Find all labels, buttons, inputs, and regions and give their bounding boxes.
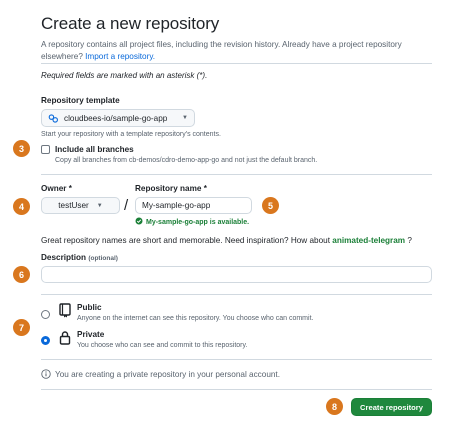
private-radio[interactable] bbox=[41, 336, 50, 345]
template-hint: Start your repository with a template repository's contents. bbox=[41, 131, 221, 138]
template-repo-icon bbox=[48, 113, 59, 124]
availability-message bbox=[135, 217, 249, 227]
lock-icon bbox=[58, 330, 72, 345]
repo-name-label: Repository name * bbox=[135, 184, 207, 193]
create-repository-button[interactable]: Create repository bbox=[351, 398, 432, 416]
template-select[interactable] bbox=[41, 109, 195, 127]
info-line bbox=[41, 369, 280, 379]
public-label: Public bbox=[77, 303, 102, 312]
chevron-down-icon: ▼ bbox=[182, 115, 188, 121]
include-branches-checkbox[interactable] bbox=[41, 145, 50, 154]
divider bbox=[41, 389, 432, 390]
step-badge-3: 3 bbox=[13, 140, 30, 157]
step-badge-8: 8 bbox=[326, 398, 343, 415]
include-branches-label: Include all branches bbox=[55, 145, 134, 154]
check-circle-icon bbox=[135, 217, 143, 227]
page-title: Create a new repository bbox=[41, 14, 220, 33]
step-badge-4: 4 bbox=[13, 198, 30, 215]
public-radio[interactable] bbox=[41, 310, 50, 319]
description-label-row bbox=[41, 253, 118, 262]
chevron-down-icon: ▼ bbox=[96, 202, 103, 209]
include-branches-hint: Copy all branches from cb-demos/cdro-demo-app-go and not just the default branch. bbox=[55, 157, 318, 164]
info-icon bbox=[41, 369, 51, 379]
step-badge-5: 5 bbox=[262, 197, 279, 214]
template-selected-value: cloudbees-io/sample-go-app bbox=[64, 113, 168, 123]
intro-description: A repository contains all project files, including the revision history. Already have a project repository elsewhere? bbox=[41, 40, 402, 61]
divider bbox=[41, 63, 432, 64]
description-input[interactable] bbox=[41, 266, 432, 283]
required-note: Required fields are marked with an asterisk (*). bbox=[41, 71, 208, 80]
private-hint: You choose who can see and commit to this repository. bbox=[77, 342, 248, 349]
description-label: Description bbox=[41, 253, 87, 262]
import-repository-link[interactable]: Import a repository. bbox=[85, 52, 156, 61]
divider bbox=[41, 174, 432, 175]
private-label: Private bbox=[77, 330, 105, 339]
template-label: Repository template bbox=[41, 96, 120, 105]
owner-label: Owner * bbox=[41, 184, 72, 193]
step-badge-7: 7 bbox=[13, 319, 30, 336]
suggested-name-link[interactable]: animated-telegram bbox=[332, 236, 406, 245]
info-text: You are creating a private repository in your personal account. bbox=[55, 369, 280, 379]
owner-select[interactable] bbox=[41, 197, 120, 214]
inspiration-suffix: ? bbox=[407, 236, 412, 245]
divider bbox=[41, 359, 432, 360]
owner-repo-separator: / bbox=[124, 197, 129, 214]
description-optional: (optional) bbox=[88, 255, 118, 262]
intro-text bbox=[41, 39, 441, 63]
inspiration-text bbox=[41, 236, 412, 245]
public-hint: Anyone on the internet can see this repository. You choose who can commit. bbox=[77, 315, 314, 322]
repo-name-input[interactable]: My-sample-go-app bbox=[135, 197, 252, 214]
owner-value: testUser bbox=[58, 201, 89, 210]
step-badge-6: 6 bbox=[13, 266, 30, 283]
divider bbox=[41, 294, 432, 295]
repo-icon bbox=[58, 303, 72, 318]
inspiration-prompt: Great repository names are short and memorable. Need inspiration? How about bbox=[41, 236, 330, 245]
availability-text: My-sample-go-app is available. bbox=[146, 218, 250, 226]
